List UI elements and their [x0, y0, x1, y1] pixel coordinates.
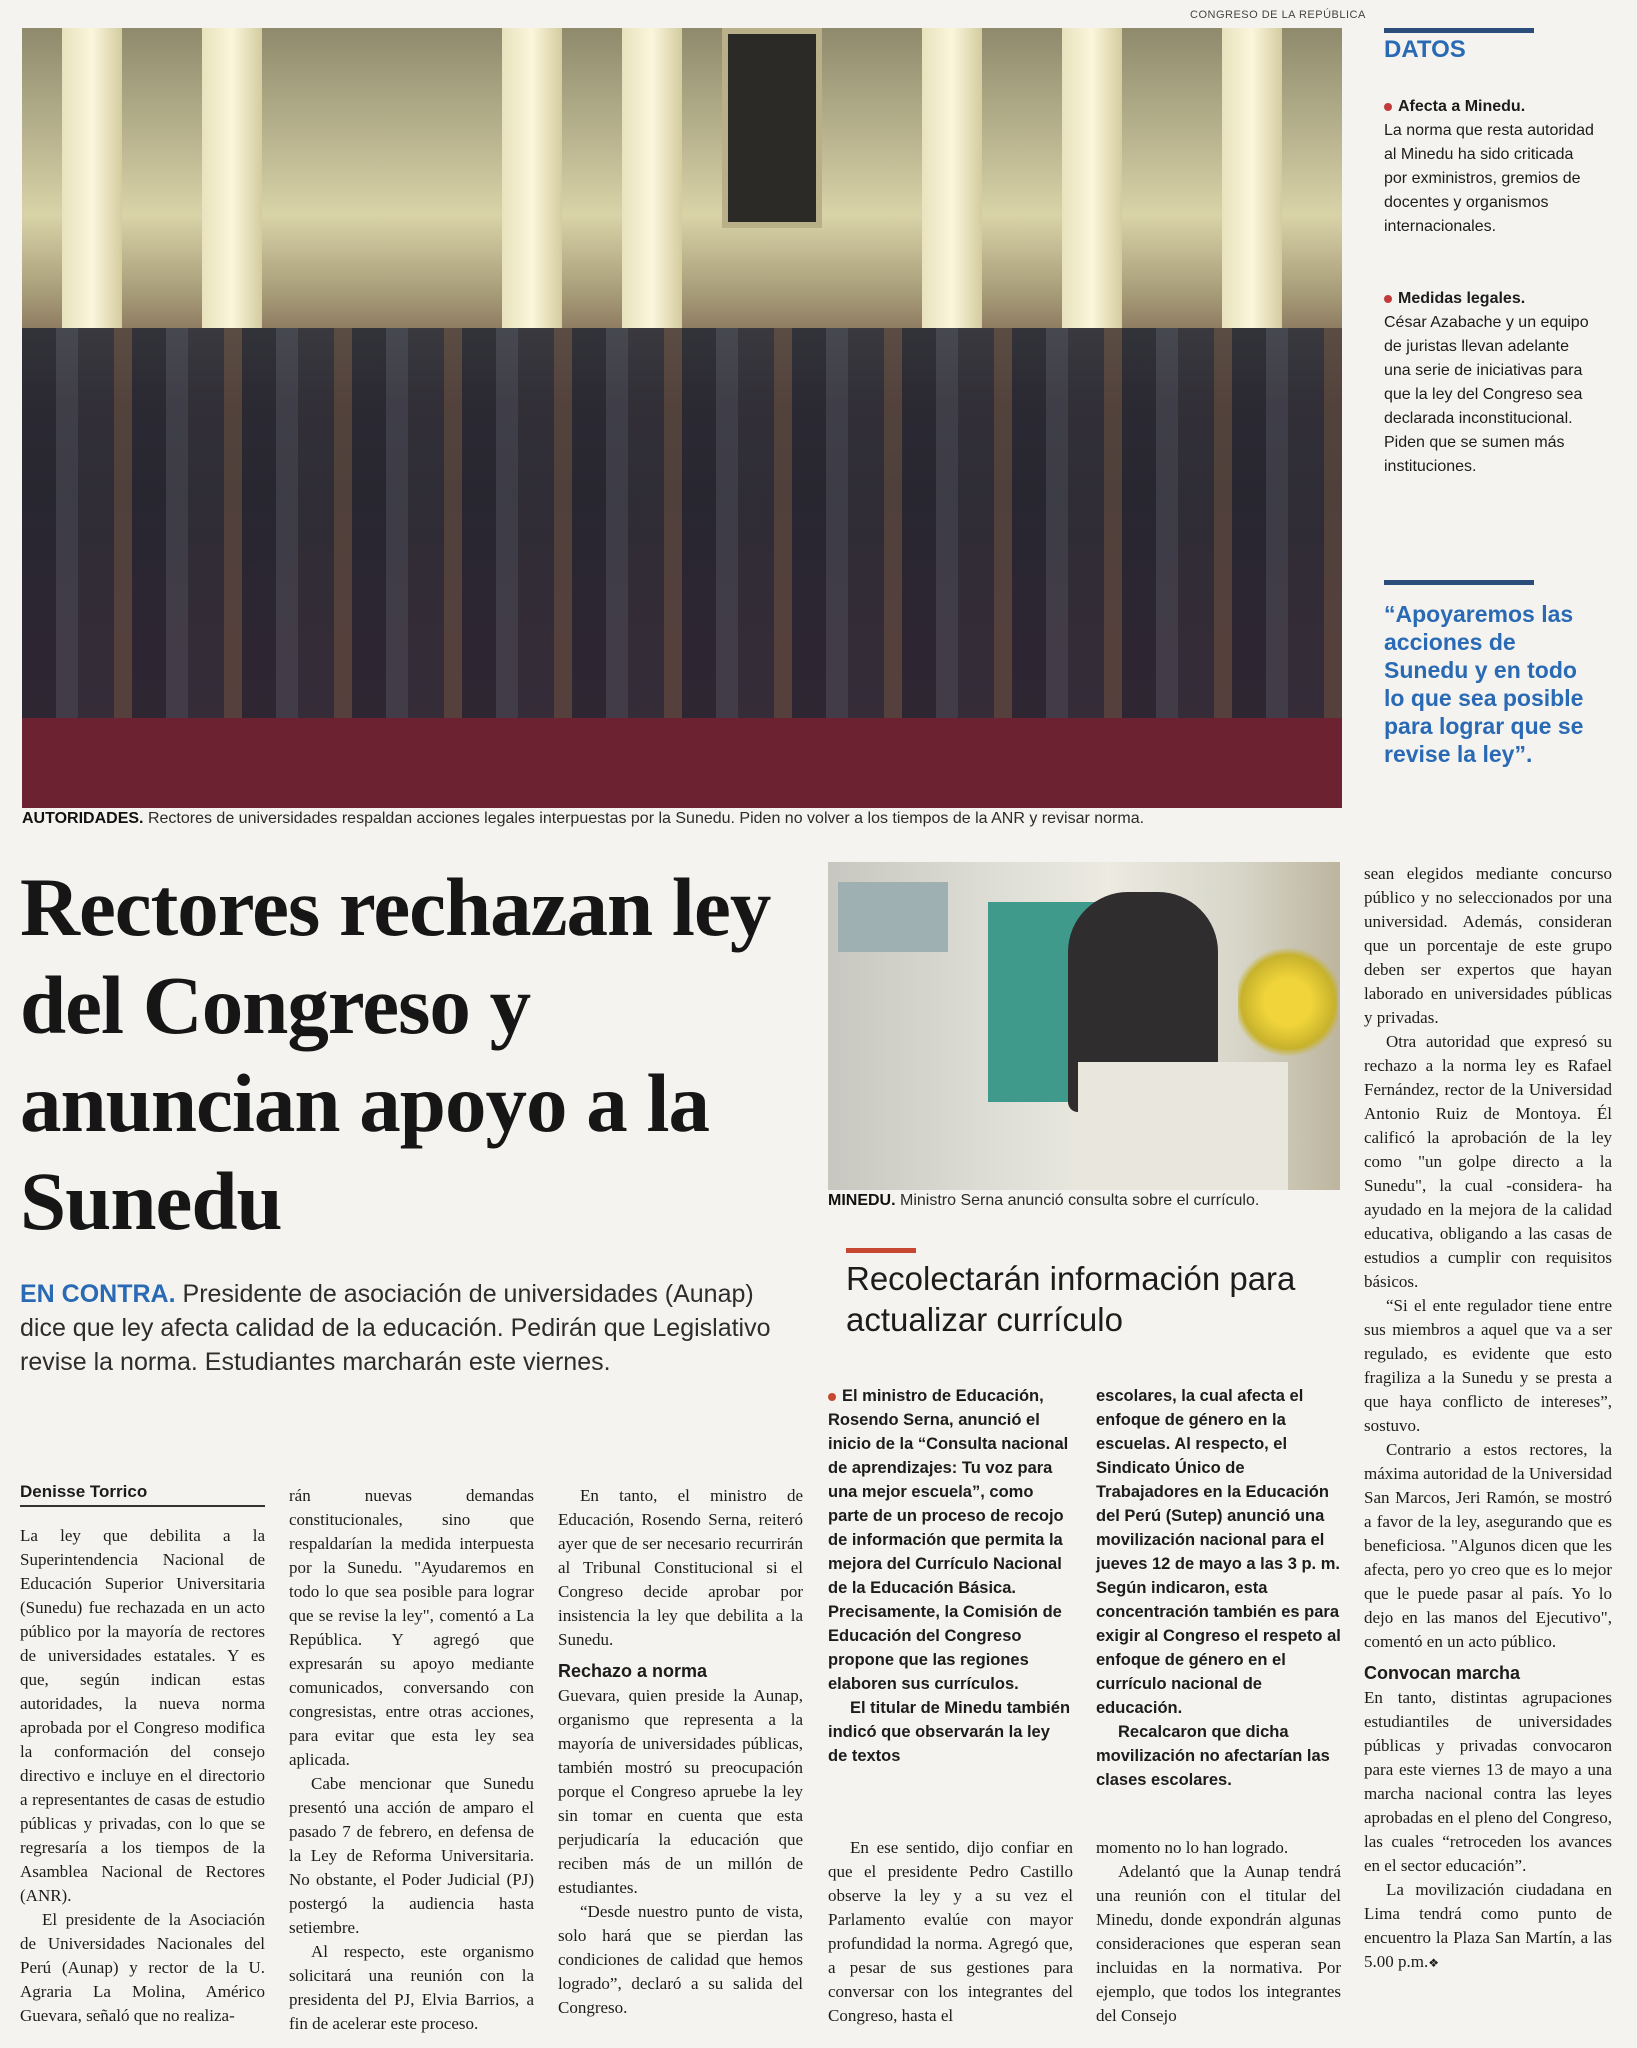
minedu-photo-caption — [828, 1192, 1340, 1210]
pull-quote: “Apoyaremos las acciones de Sunedu y en todo lo que sea posible para lograr que se revise la ley”. — [1384, 601, 1584, 767]
caption-tag: MINEDU. — [828, 1192, 896, 1209]
subhead-convocan: Convocan marcha — [1364, 1663, 1521, 1683]
minedu-photo — [828, 862, 1340, 1190]
article-column-5: momento no lo han logrado. Adelantó que la Aunap tendrá una reunión con el titular del Minedu, donde expondrán algunas consideraciones que esperan sean incluidas en la normativa. Por ejemplo, que todos los integrantes del Consejo — [1096, 1838, 1341, 2025]
quote-rule — [1384, 580, 1534, 585]
article-column-6: sean elegidos mediante concurso público y no seleccionados por una universidad. Además, consideran que un porcentaje de este grupo deben ser expertos que hayan laborado en universidades públicas y privadas. Otra autoridad que expresó su rechazo a la norma ley es Rafael Fernández, rector de la Universidad Antonio Ruiz de Montoya. Él calificó la aprobación de la ley como "un golpe directo a la Sunedu", la cual -considera- ha ayudado en la mejora de la calidad educativa, obligando a las casas de estudios a cumplir con requisitos básicos. “Si el ente regulador tiene entre sus miembros a aquel que va a ser regulado, es evidente que esto fragiliza a la Sunedu y se presta a que haya conflicto de intereses”, sostuvo. Contrario a estos rectores, la máxima autoridad de la Universidad San Marcos, Jeri Ramón, se mostró a favor de la ley, asegurando que es beneficiosa. "Algunos dicen que les afecta, pero yo creo que es lo mejor que le puede pasar al país. Yo lo dejo en las manos del Ejecutivo", comentó en un acto público. Convocan marcha En tanto, distintas agrupaciones estudiantiles de universidades públicas y privadas convocaron para este viernes 13 de mayo a una marcha nacional contra las leyes aprobadas en el pleno del Congreso, las cuales “retroceden los avances en el sector educación”. La movilización ciudadana en Lima tendrá como punto de encuentro la Plaza San Martín, a las 5.00 p.m.❖ — [1364, 864, 1612, 1971]
sub-article-rule — [846, 1248, 916, 1253]
deck-tag: EN CONTRA. — [20, 1280, 176, 1308]
caption-text: Rectores de universidades respaldan acciones legales interpuestas por la Sunedu. Piden no volver a los tiempos de la ANR y revisar norma. — [147, 810, 1145, 827]
article-column-3: En tanto, el ministro de Educación, Rosendo Serna, reiteró ayer que de ser necesario recurrirán al Tribunal Constitucional si el Congreso decide aprobar por insistencia la ley que debilita a la Sunedu. Rechazo a norma Guevara, quien preside la Aunap, organismo que representa a la mayoría de universidades públicas, también mostró su preocupación porque el Congreso apruebe la ley sin tomar en cuenta que esta perjudicaría la educación que reciben más de un millón de estudiantes. “Desde nuestro punto de vista, solo hará que se pierdan las condiciones de calidad que hemos logrado”, declaró a su salida del Congreso. — [558, 1486, 803, 2017]
byline-rule — [20, 1505, 265, 1507]
sidebar-rule-top — [1384, 28, 1534, 33]
deck-text: Presidente de asociación de universidades (Aunap) dice que ley afecta calidad de la educación. Pedirán que Legislativo revise la norma. Estudiantes marcharán este viernes. — [20, 1280, 771, 1376]
main-photo — [22, 28, 1342, 808]
article-column-1: La ley que debilita a la Superintendencia Nacional de Educación Superior Universitaria (Sunedu) fue rechazada en un acto público por la mayoría de rectores de universidades estatales. Y es que, según indican estas autoridades, la nueva norma aprobada por el Congreso modifica la conformación del consejo directivo e incluye en el directorio a representantes de casas de estudio públicas y privadas, con lo que se regresaría a los tiempos de la Asamblea Nacional de Rectores (ANR). El presidente de la Asociación de Universidades Nacionales del Perú (Aunap) y rector de la U. Agraria La Molina, Américo Guevara, señaló que no realiza- — [20, 1526, 265, 2025]
caption-text: Ministro Serna anunció consulta sobre el currículo. — [900, 1192, 1260, 1209]
headline: Rectores rechazan ley del Congreso y anuncian apoyo a la Sunedu — [20, 861, 771, 1247]
photo-credit: CONGRESO DE LA REPÚBLICA — [1190, 9, 1366, 21]
bullet-dot-icon — [1384, 103, 1392, 111]
subhead-rechazo: Rechazo a norma — [558, 1661, 708, 1681]
article-column-4: En ese sentido, dijo confiar en que el presidente Pedro Castillo observe la ley y a su vez el Parlamento evalúe con mayor profundidad la norma. Agregó que, a pesar de sus gestiones para conversar con los integrantes del Congreso, hasta el — [828, 1838, 1073, 2025]
datos-item: Afecta a Minedu. La norma que resta autoridad al Minedu ha sido criticada por exministros, gremios de docentes y organismos internacionales. — [1384, 98, 1594, 235]
deck — [20, 1277, 800, 1379]
end-mark-icon: ❖ — [1428, 1956, 1439, 1970]
sub-article-title: Recolectarán información para actualizar currículo — [846, 1260, 1296, 1338]
sub-article-column-1: El ministro de Educación, Rosendo Serna, anunció el inicio de la “Consulta nacional de aprendizajes: Tu voz para una mejor escuela”, como parte de un proceso de recojo de información que permita la mejora del Currículo Nacional de la Educación Básica. Precisamente, la Comisión de Educación del Congreso propone que las regiones elaboren sus currículos. El titular de Minedu también indicó que observarán la ley de textos — [828, 1387, 1071, 1765]
byline: Denisse Torrico — [20, 1482, 148, 1501]
datos-item: Medidas legales. César Azabache y un equipo de juristas llevan adelante una serie de iniciativas para que la ley del Congreso sea declarada inconstitucional. Piden que se sumen más instituciones. — [1384, 290, 1589, 475]
article-column-2: rán nuevas demandas constitucionales, sino que respaldarían la medida interpuesta por la Sunedu. "Ayudaremos en todo lo que sea posible para lograr que se revise la ley", comentó a La República. Y agregó que expresarán su apoyo mediante comunicados, conversando con congresistas, entre otras acciones, para evitar que esta ley sea aplicada. Cabe mencionar que Sunedu presentó una acción de amparo el pasado 7 de febrero, en defensa de la Ley de Reforma Universitaria. No obstante, el Poder Judicial (PJ) postergó la audiencia hasta setiembre. Al respecto, este organismo solicitará una reunión con la presidenta del PJ, Elvia Barrios, a fin de acelerar este proceso. — [289, 1486, 534, 2033]
bullet-dot-icon — [1384, 295, 1392, 303]
sub-article-column-2: escolares, la cual afecta el enfoque de género en la escuelas. Al respecto, el Sindicato Único de Trabajadores en la Educación del Perú (Sutep) anunció una movilización nacional para el jueves 12 de mayo a las 3 p. m. Según indicaron, esta concentración también es para exigir al Congreso el respeto al enfoque de género en el currículo nacional de educación. Recalcaron que dicha movilización no afectarían las clases escolares. — [1096, 1387, 1341, 1789]
bullet-dot-icon — [828, 1393, 836, 1401]
caption-tag: AUTORIDADES. — [22, 810, 144, 827]
main-photo-caption — [22, 810, 1342, 828]
sidebar-title: DATOS — [1384, 36, 1466, 63]
